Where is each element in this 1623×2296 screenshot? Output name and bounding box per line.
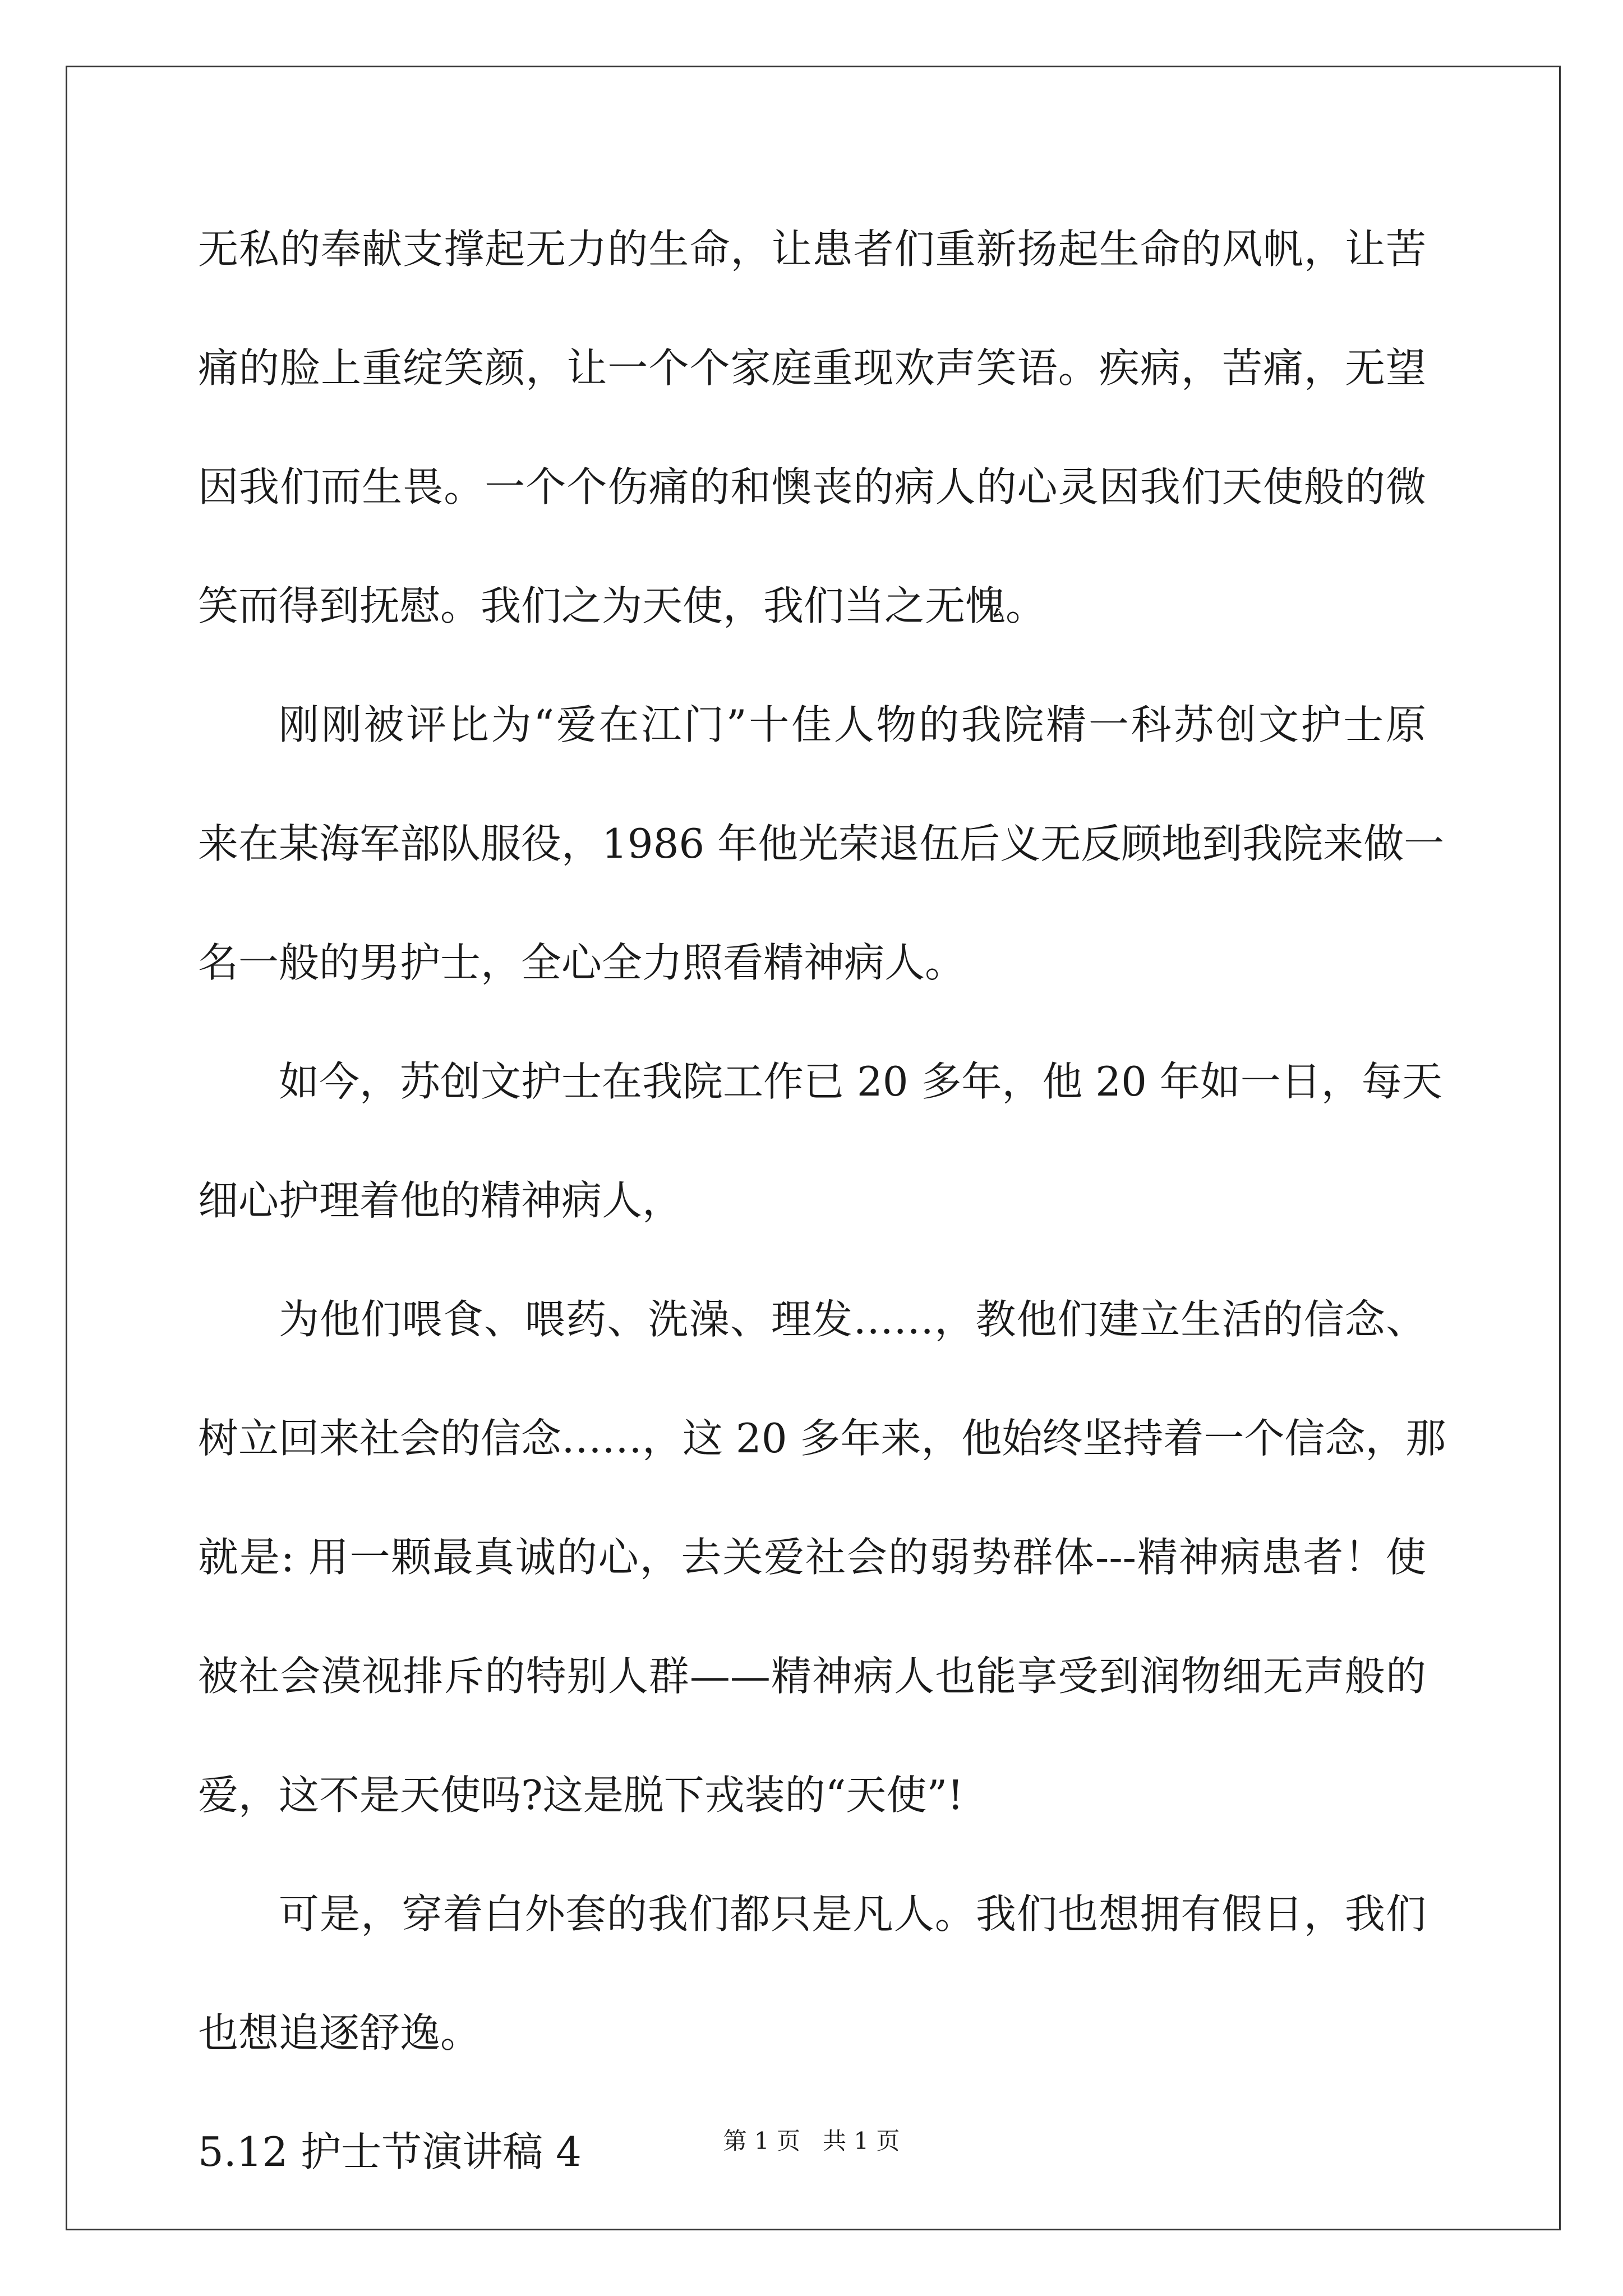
total-pages: 共 1 页 [823, 2127, 900, 2155]
body-line: 因我们而生畏。一个个伤痛的和懊丧的病人的心灵因我们天使般的微 [198, 463, 1426, 510]
body-line: 也想追逐舒逸。 [198, 2009, 481, 2056]
body-line: 树立回来社会的信念……，这 20 多年来，他始终坚持着一个信念，那 [198, 1415, 1446, 1462]
paragraph-first-line: 可是，穿着白外套的我们都只是凡人。我们也想拥有假日，我们 [279, 1890, 1426, 1938]
body-line: 来在某海军部队服役，1986 年他光荣退伍后义无反顾地到我院来做一 [198, 820, 1445, 867]
section-heading: 5.12 护士节演讲稿 4 [198, 2128, 582, 2175]
body-line: 名一般的男护士，全心全力照看精神病人。 [198, 939, 966, 986]
body-line: 无私的奉献支撑起无力的生命，让患者们重新扬起生命的风帆，让苦 [198, 226, 1426, 273]
body-line: 被社会漠视排斥的特别人群——精神病人也能享受到润物细无声般的 [198, 1653, 1426, 1700]
paragraph-first-line: 刚刚被评比为“爱在江门”十佳人物的我院精一科苏创文护士原 [279, 701, 1426, 748]
body-line: 细心护理着他的精神病人， [198, 1177, 683, 1224]
body-line: 就是: 用一颗最真诚的心，去关爱社会的弱势群体---精神病患者！使 [198, 1534, 1426, 1581]
paragraph-first-line: 如今，苏创文护士在我院工作已 20 多年，他 20 年如一日，每天 [279, 1058, 1442, 1105]
body-line: 痛的脸上重绽笑颜，让一个个家庭重现欢声笑语。疾病，苦痛，无望 [198, 344, 1426, 392]
page-number: 第 1 页 [723, 2127, 800, 2155]
body-line: 爱，这不是天使吗?这是脱下戎装的“天使”! [198, 1772, 964, 1819]
paragraph-first-line: 为他们喂食、喂药、洗澡、理发……，教他们建立生活的信念、 [279, 1296, 1426, 1343]
body-line: 笑而得到抚慰。我们之为天使，我们当之无愧。 [198, 582, 1046, 629]
page-footer [0, 2129, 1623, 2153]
